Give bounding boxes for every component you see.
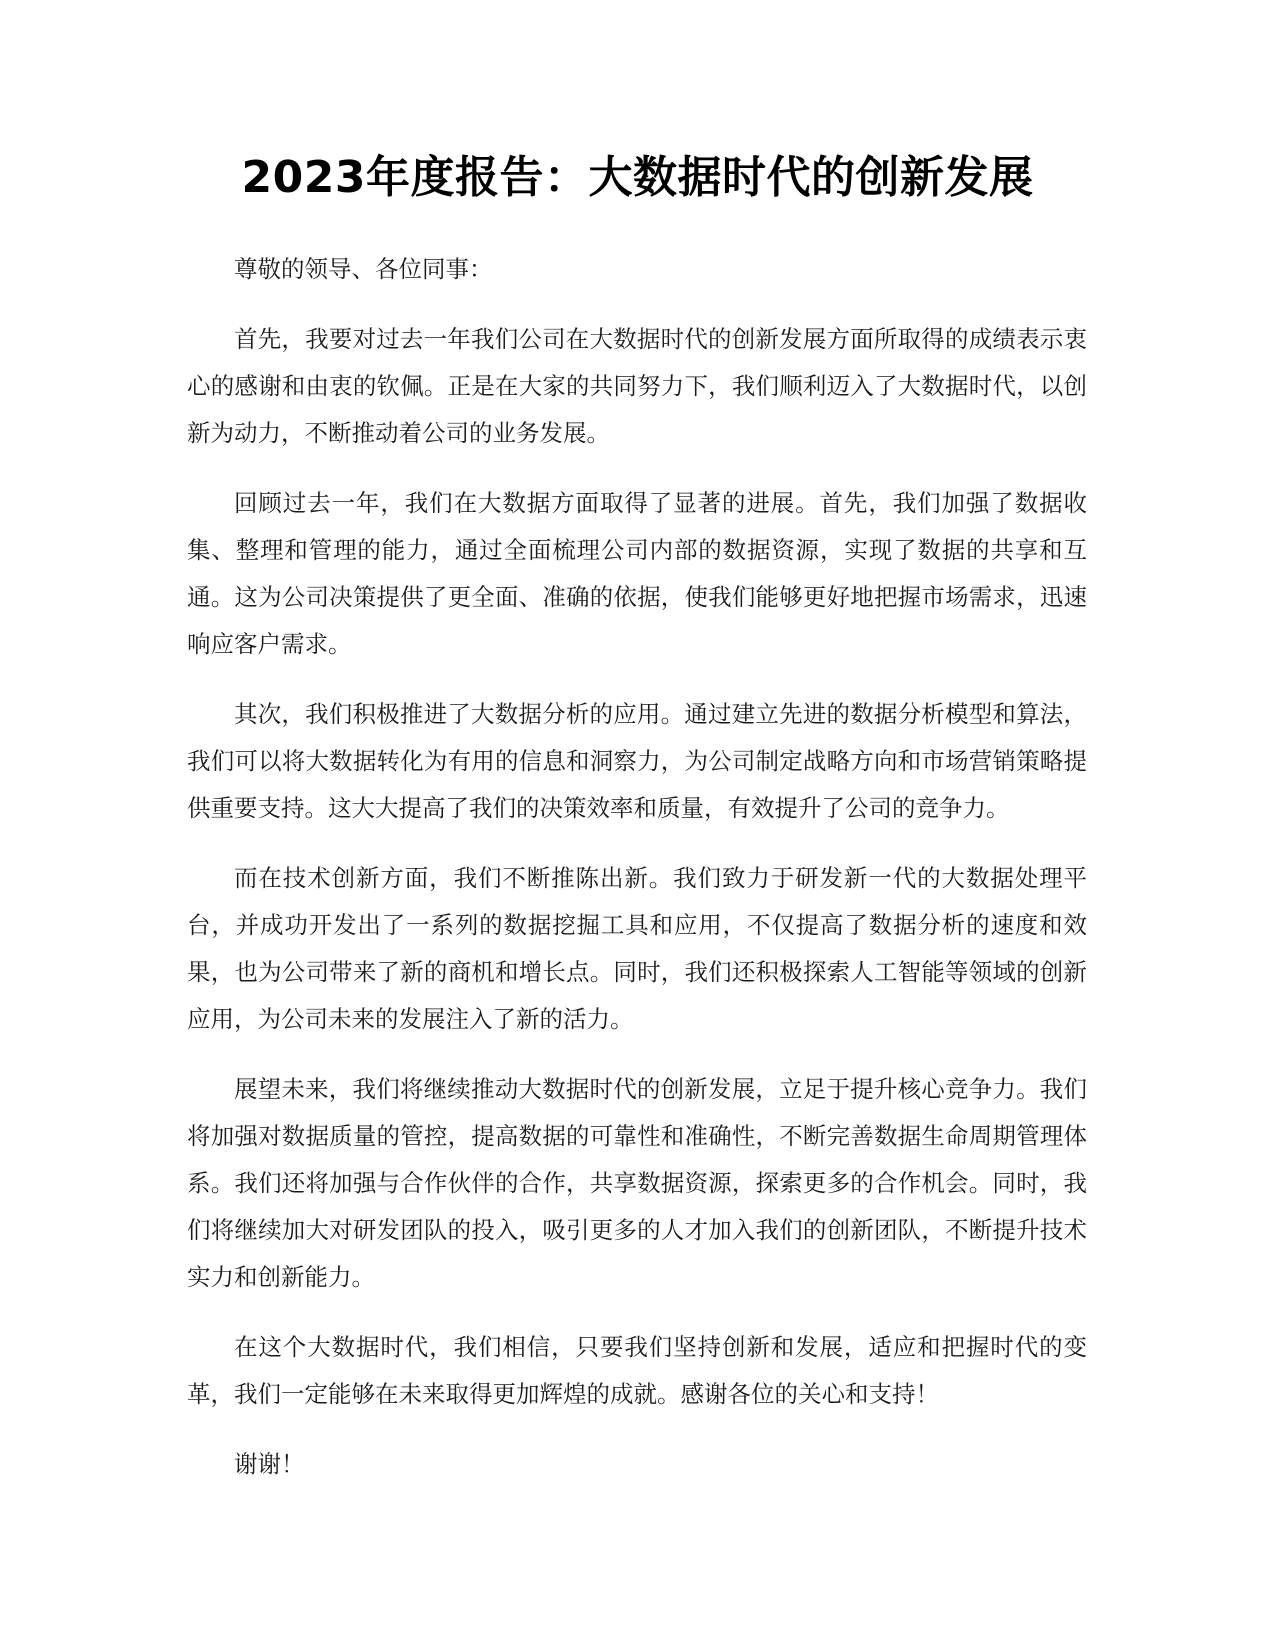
salutation: 尊敬的领导、各位同事：	[234, 255, 493, 283]
document-body	[187, 246, 1087, 1511]
paragraph-intro: 首先，我要对过去一年我们公司在大数据时代的创新发展方面所取得的成绩表示衷心的感谢和由衷的钦佩。正是在大家的共同努力下，我们顺利迈入了大数据时代，以创新为动力，不断推动着公司的业务发展。	[187, 325, 1087, 447]
paragraph-review: 回顾过去一年，我们在大数据方面取得了显著的进展。首先，我们加强了数据收集、整理和管理的能力，通过全面梳理公司内部的数据资源，实现了数据的共享和互通。这为公司决策提供了更全面、准确的依据，使我们能够更好地把握市场需求，迅速响应客户需求。	[187, 489, 1087, 658]
paragraph-innovation: 而在技术创新方面，我们不断推陈出新。我们致力于研发新一代的大数据处理平台，并成功开发出了一系列的数据挖掘工具和应用，不仅提高了数据分析的速度和效果，也为公司带来了新的商机和增长点。同时，我们还积极探索人工智能等领域的创新应用，为公司未来的发展注入了新的活力。	[187, 864, 1087, 1033]
document-title: 2023年度报告：大数据时代的创新发展	[241, 152, 1034, 203]
paragraph-analytics: 其次，我们积极推进了大数据分析的应用。通过建立先进的数据分析模型和算法，我们可以将大数据转化为有用的信息和洞察力，为公司制定战略方向和市场营销策略提供重要支持。这大大提高了我们的决策效率和质量，有效提升了公司的竞争力。	[187, 700, 1087, 822]
paragraph-conclusion: 在这个大数据时代，我们相信，只要我们坚持创新和发展，适应和把握时代的变革，我们一定能够在未来取得更加辉煌的成就。感谢各位的关心和支持！	[187, 1333, 1087, 1408]
closing-thanks: 谢谢！	[234, 1450, 305, 1478]
paragraph-outlook: 展望未来，我们将继续推动大数据时代的创新发展，立足于提升核心竞争力。我们将加强对数据质量的管控，提高数据的可靠性和准确性，不断完善数据生命周期管理体系。我们还将加强与合作伙伴的合作，共享数据资源，探索更多的合作机会。同时，我们将继续加大对研发团队的投入，吸引更多的人才加入我们的创新团队，不断提升技术实力和创新能力。	[187, 1075, 1087, 1291]
